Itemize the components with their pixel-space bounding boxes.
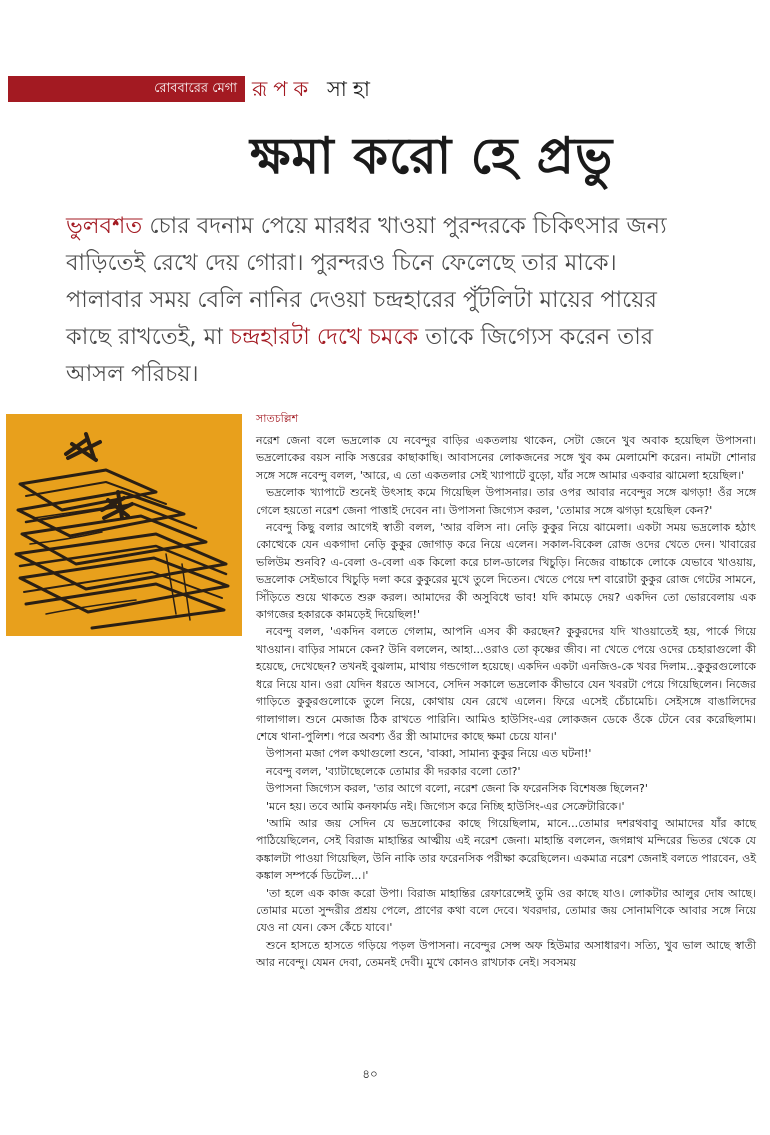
paragraph: নবেন্দু কিছু বলার আগেই স্বাতী বলল, 'আর বলিস না। নেড়ি কুকুর নিয়ে ঝামেলা। একটা সময় ভদ্রলোক হঠাৎ কোত্থেকে যেন একগাদা নেড়ি কুকুর জোগাড় করে নিয়ে এলেন। সকাল-বিকেল রোজ ওদের খেতে দেন। খাবারের ভলিউম শুনবি? এ-বেলা ও-বেলা এক কিলো করে চাল-ডালের খিচুড়ি। নিজের বাচ্চাকে লোকে যেভাবে খাওয়ায়, ভদ্রলোক সেইভাবে খিচুড়ি দলা করে কুকুরের মুখে তুলে দিতেন। খেতে পেয়ে দশ বারোটা কুকুর রোজ গেটের সামনে, সিঁড়িতে শুয়ে থাকতে শুরু করল। আমাদের কী অসুবিধে ভাব! যদি কামড়ে দেয়? একদিন তো ভোরবেলায় এক কাগজের হকারকে কামড়েই দিয়েছিল!' — [256, 521, 756, 622]
paragraph: 'আমি আর জয় সেদিন যে ভদ্রলোকের কাছে গিয়েছিলাম, মানে...তোমার দশরথবাবু আমাদের যাঁর কাছে পাঠিয়েছিলেন, সেই বিরাজ মাহান্তির আত্মীয় এই নরেশ জেনা। মাহান্তি বললেন, জগন্নাথ মন্দিরের ভিতর থেকে যে কঙ্কালটা পাওয়া গিয়েছিল, উনি নাকি তার ফরেনসিক পরীক্ষা করেছিলেন। একমাত্র নরেশ জেনাই বলতে পারবেন, ওই কঙ্কাল সম্পর্কে ডিটেল...।' — [256, 816, 756, 883]
paragraph: নরেশ জেনা বলে ভদ্রলোক যে নবেন্দুর বাড়ির একতলায় থাকেন, সেটা জেনে খুব অবাক হয়েছিল উপাসনা। ভদ্রলোকের বয়স নাকি সত্তরের কাছাকাছি। আবাসনের লোকজনের সঙ্গে খুব কম মেলামেশি করেন। নামটা শোনার সঙ্গে সঙ্গে নবেন্দু বলল, 'আরে, এ তো একতলার সেই খ্যাপাটে বুড়ো, যাঁর সঙ্গে আমার একবার ঝামেলা হয়েছিল।' — [256, 434, 756, 482]
paragraph: উপাসনা মজা পেল কথাগুলো শুনে, 'বাব্বা, সামান্য কুকুর নিয়ে এত ঘটনা!' — [266, 747, 592, 761]
story-body — [256, 432, 756, 972]
intro-lead-highlight: ভুলবশত — [66, 213, 143, 239]
series-tag: রোববারের মেগা — [8, 76, 245, 102]
paragraph: 'মনে হয়। তবে আমি কনফার্মড নই। জিগ্যেস করে নিচ্ছি হাউসিং-এর সেক্রেটারিকে।' — [266, 799, 625, 813]
paragraph: ভদ্রলোক খ্যাপাটে শুনেই উৎসাহ কমে গিয়েছিল উপাসনার। তার ওপর আবার নবেন্দুর সঙ্গে ঝগড়া! ওঁর সঙ্গে গেলে হয়তো নরেশ জেনা পাত্তাই দেবেন না। উপাসনা জিগ্যেস করল, 'তোমার সঙ্গে ঝগড়া হয়েছিল কেন?' — [256, 486, 756, 517]
paragraph: 'তা হলে এক কাজ করো উপা। বিরাজ মাহান্তির রেফারেন্সেই তুমি ওর কাছে যাও। লোকটার আলুর দোষ আছে। তোমার মতো সুন্দরীর প্রশ্রয় পেলে, প্রাণের কথা বলে দেবে। খবরদার, তোমার জয় সোনামণিকে আবার সঙ্গে নিয়ে যেও না যেন। কেস কেঁচে যাবে।' — [256, 886, 756, 935]
paragraph: নবেন্দু বলল, 'ব্যাটাছেলেকে তোমার কী দরকার বলো তো?' — [266, 764, 521, 778]
chapter-number: সাতচল্লিশ — [256, 412, 299, 425]
author-first-name: রূপক — [252, 77, 315, 101]
intro-highlight-2: চন্দ্রহারটা দেখে চমকে — [229, 324, 419, 350]
intro-text-1: চোর বদনাম পেয়ে মারধর খাওয়া পুরন্দরকে চিকিৎসার জন্য বাড়িতেই রেখে দেয় গোরা। পুরন্দরও চিনে ফেলেছে তার মাকে। পালাবার সময় বেলি নানির দেওয়া চন্দ্রহারের পুঁটলিটা মায়ের পায়ের কাছে রাখতেই, মা — [66, 213, 667, 350]
intro-summary — [66, 208, 696, 393]
paragraph: নবেন্দু বলল, 'একদিন বলতে গেলাম, আপনি এসব কী করছেন? কুকুরদের যদি খাওয়াতেই হয়, পার্কে গিয়ে খাওয়ান। বাড়ির সামনে কেন? উনি বললেন, আহা...ওরাও তো কৃষ্ণের জীব। না খেতে পেয়ে ওদের চেহারাগুলো কী হয়েছে, দেখেছেন? তখনই বুঝলাম, মাথায় গন্ডগোল হয়েছে। একদিন একটা এনজিও-কে খবর দিলাম...কুকুরগুলোকে ধরে নিয়ে যান। ওরা যেদিন ধরতে আসবে, সেদিন সকালে ভদ্রলোক কীভাবে যেন খবরটা পেয়ে গিয়েছিলেন। নিজের গাড়িতে কুকুরগুলোকে তুলে নিয়ে, কোথায় যেন রেখে এলেন। ফিরে এসেই চেঁচামেচি। সেইসঙ্গে বাঙালিদের গালাগাল। শুনে মেজাজ ঠিক রাখতে পারিনি। আমিও হাউসিং-এর লোকজন ডেকে ওঁকে টেনে বের করেছিলাম। শেষে থানা-পুলিশ। পরে অবশ্য ওঁর স্ত্রী আমাদের কাছে ক্ষমা চেয়ে যান।' — [256, 625, 756, 743]
stacked-papers-drawing — [6, 414, 242, 636]
story-title: ক্ষমা করো হে প্রভু — [250, 127, 614, 185]
author-last-name: সাহা — [326, 77, 377, 101]
author-name — [252, 74, 376, 104]
intro-text-2: তাকে জিগ্যেস করেন তার আসল পরিচয়। — [66, 324, 654, 387]
paragraph: শুনে হাসতে হাসতে গড়িয়ে পড়ল উপাসনা। নবেন্দুর সেন্স অফ হিউমার অসাধারণ। সত্যি, খুব ভাল আছে স্বাতী আর নবেন্দু। যেমন দেবা, তেমনই দেবী। মুখে কোনও রাখঢাক নেই। সবসময় — [256, 938, 756, 970]
story-illustration — [6, 414, 242, 636]
page-number: ৪০ — [362, 1067, 378, 1081]
paragraph: উপাসনা জিগ্যেস করল, 'তার আগে বলো, নরেশ জেনা কি ফরেনসিক বিশেষজ্ঞ ছিলেন?' — [266, 782, 648, 796]
